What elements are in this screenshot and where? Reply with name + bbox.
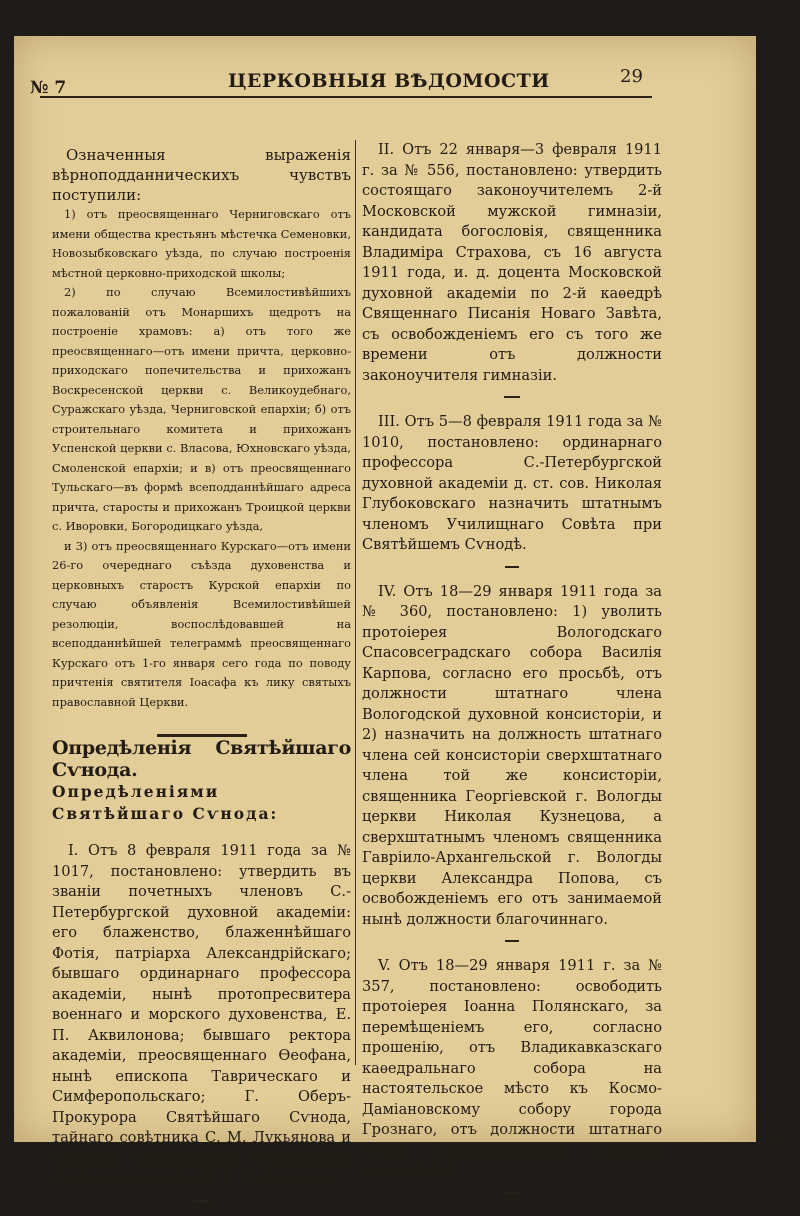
decision-3: III. Отъ 5—8 февраля 1911 года за № 1010, постановлено: ординарнаго профессора С.-Петербургской духовной академіи д. ст. сов. Николая Глубоковскаго назначить штатнымъ членомъ Училищнаго Совѣта при Святѣйшемъ Сѵнодѣ. [362, 413, 662, 553]
paragraph-dash [505, 1192, 519, 1194]
decision-2: II. Отъ 22 января—3 февраля 1911 г. за № 556, постановлено: утвердить состоящаго законоучителемъ 2-й Московской мужской гимназіи, кандидата богословія, священника Владиміра Страхова, съ 16 августа 1911 года, и. д. доцента Московской духовной академіи по 2-й каѳедрѣ Священнаго Писанія Новаго Завѣта, съ освобожденіемъ его съ того же времени отъ должности законоучителя гимназіи. [362, 141, 662, 384]
paragraph-dash [505, 566, 519, 568]
left-column [52, 145, 351, 1216]
section-subheading: Опредѣленіями Святѣйшаго Сѵнода: [52, 782, 279, 823]
paragraph-dash [194, 1200, 210, 1202]
paragraph-dash [504, 396, 520, 398]
decision-1: I. Отъ 8 февраля 1911 года за № 1017, постановлено: утвердить въ званіи почетныхъ членовъ С.-Петербургской духовной академіи: его блаженство, блаженнѣйшаго Фотія, патріарха Александрійскаго; бывшаго ординарнаго профессора академіи, нынѣ протопресвитера военнаго и морского духовенства, Е. П. Аквилонова; бывшаго ректора академіи, преосвященнаго Ѳеофана, нынѣ епископа Таврическаго и Симферопольскаго; Г. Оберъ-Прокурора Святѣйшаго Сѵнода, тайнаго совѣтника С. М. Лукьянова и бывшаго заслуженнаго ординарнаго профессора академіи А. Пономарева. [52, 842, 351, 1187]
right-column [362, 140, 662, 1208]
header-rule [40, 96, 652, 98]
section-heading: Опредѣленія Святѣйшаго Сѵнода. [52, 737, 351, 781]
page-number: 29 [620, 66, 643, 87]
list-item-3: и 3) отъ преосвященнаго Курскаго—отъ имени 26-го очереднаго съѣзда духовенства и церковныхъ старостъ Курской епархіи по случаю объявленія Всемилостивѣйшей резолюціи, воспослѣдовавшей на всеподданнѣйшей телеграммѣ преосвященнаго Курскаго отъ 1-го января сего года по поводу причтенія святителя Іоасафа къ лику святыхъ православной Церкви. [52, 538, 351, 709]
list-item-2: 2) по случаю Всемилостивѣйшихъ пожалованій отъ Монаршихъ щедротъ на построеніе храмовъ: а) отъ того же преосвященнаго—отъ имени причта, церковно-приходскаго попечительства и прихожанъ Воскресенской церкви с. Великоудебнаго, Суражскаго уѣзда, Черниговской епархіи; б) отъ строительнаго комитета и прихожанъ Успенской церкви с. Власова, Юхновскаго уѣзда, Смоленской епархіи; и в) отъ преосвященнаго Тульскаго—въ формѣ всеподданнѣйшаго адреса причта, старосты и прихожанъ Троицкой церкви с. Иворовки, Богородицкаго уѣзда, [52, 285, 351, 533]
column-divider [355, 140, 356, 1065]
paragraph-dash [505, 940, 519, 942]
list-item-1: 1) отъ преосвященнаго Черниговскаго отъ имени общества крестьянъ мѣстечка Семеновки, Новозыбковскаго уѣзда, по случаю построенія мѣстной церковно-приходской школы; [52, 207, 351, 280]
issue-number: № 7 [30, 78, 67, 98]
intro-paragraph: Означенныя выраженія вѣрноподданническихъ чувствъ поступили: [52, 146, 351, 204]
decision-5: V. Отъ 18—29 января 1911 г. за № 357, постановлено: освободить протоіерея Іоанна Полянскаго, за перемѣщеніемъ его, согласно прошенію, отъ Владикавказскаго каѳедральнаго собора на настоятельское мѣсто къ Космо-Даміановскому собору города Грознаго, отъ должности штатнаго члена Владикавказской духовной консисторіи. [362, 957, 662, 1179]
decision-4: IV. Отъ 18—29 января 1911 года за № 360, постановлено: 1) уволить протоіерея Вологодскаго Спасовсеградскаго собора Василія Карпова, согласно его просьбѣ, отъ должности штатнаго члена Вологодской духовной консисторіи, и 2) назначить на должность штатнаго члена сей консисторіи сверхштатнаго члена той же консисторіи, священника Георгіевской г. Вологды церкви Николая Кузнецова, а сверхштатнымъ членомъ священника Гавріило-Архангельской г. Вологды церкви Александра Попова, съ освобожденіемъ его отъ занимаемой нынѣ должности благочиннаго. [362, 582, 662, 928]
publication-title: ЦЕРКОВНЫЯ ВѢДОМОСТИ [228, 70, 550, 92]
